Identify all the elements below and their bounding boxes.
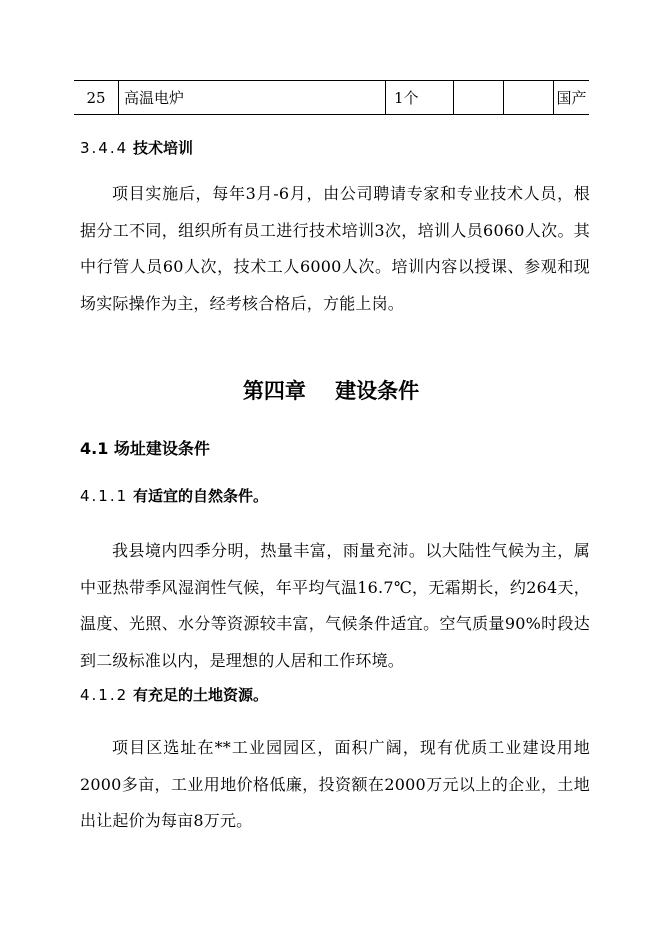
section-heading-3-4-4 — [80, 138, 193, 158]
section-heading-4-1-1 — [80, 486, 268, 506]
table-row — [74, 81, 589, 115]
cell-equipment-name: 高温电炉 — [119, 81, 386, 115]
section-number: 3.4.4 — [80, 139, 129, 157]
equipment-table — [74, 80, 589, 115]
section-heading-4-1: 4.1 场址建设条件 — [80, 439, 210, 458]
cell-empty — [454, 81, 504, 115]
paragraph-natural-conditions — [80, 533, 590, 679]
paragraph-training — [80, 176, 590, 322]
chapter-title: 第四章 建设条件 — [242, 379, 420, 403]
section-title: 有适宜的自然条件。 — [132, 487, 268, 505]
section-number: 4.1.2 — [80, 686, 129, 704]
paragraph-text: 项目区选址在**工业园园区，面积广阔，现有优质工业建设用地2000多亩，工业用地价格低廉，投资额在2000万元以上的企业，土地出让起价为每亩8万元。 — [80, 738, 590, 830]
cell-empty — [504, 81, 554, 115]
paragraph-land-resources — [80, 730, 590, 840]
section-number: 4.1.1 — [80, 487, 129, 505]
paragraph-text: 我县境内四季分明，热量丰富，雨量充沛。以大陆性气候为主，属中亚热带季风湿润性气候，年平均气温16.7℃，无霜期长，约264天，温度、光照、水分等资源较丰富，气候条件适宜。空气质量90%时段达到二级标准以内，是理想的人居和工作环境。 — [80, 541, 590, 670]
section-title: 有充足的土地资源。 — [132, 686, 268, 704]
section-title: 技术培训 — [132, 139, 193, 157]
paragraph-text: 项目实施后，每年3月-6月，由公司聘请专家和专业技术人员，根据分工不同，组织所有员工进行技术培训3次，培训人员6060人次。其中行管人员60人次，技术工人6000人次。培训内容以授课、参观和现场实际操作为主，经考核合格后，方能上岗。 — [80, 184, 590, 313]
cell-item-number: 25 — [74, 81, 119, 115]
cell-quantity: 1个 — [386, 81, 454, 115]
cell-origin: 国产 — [554, 81, 590, 115]
section-heading-4-1-2 — [80, 685, 268, 705]
